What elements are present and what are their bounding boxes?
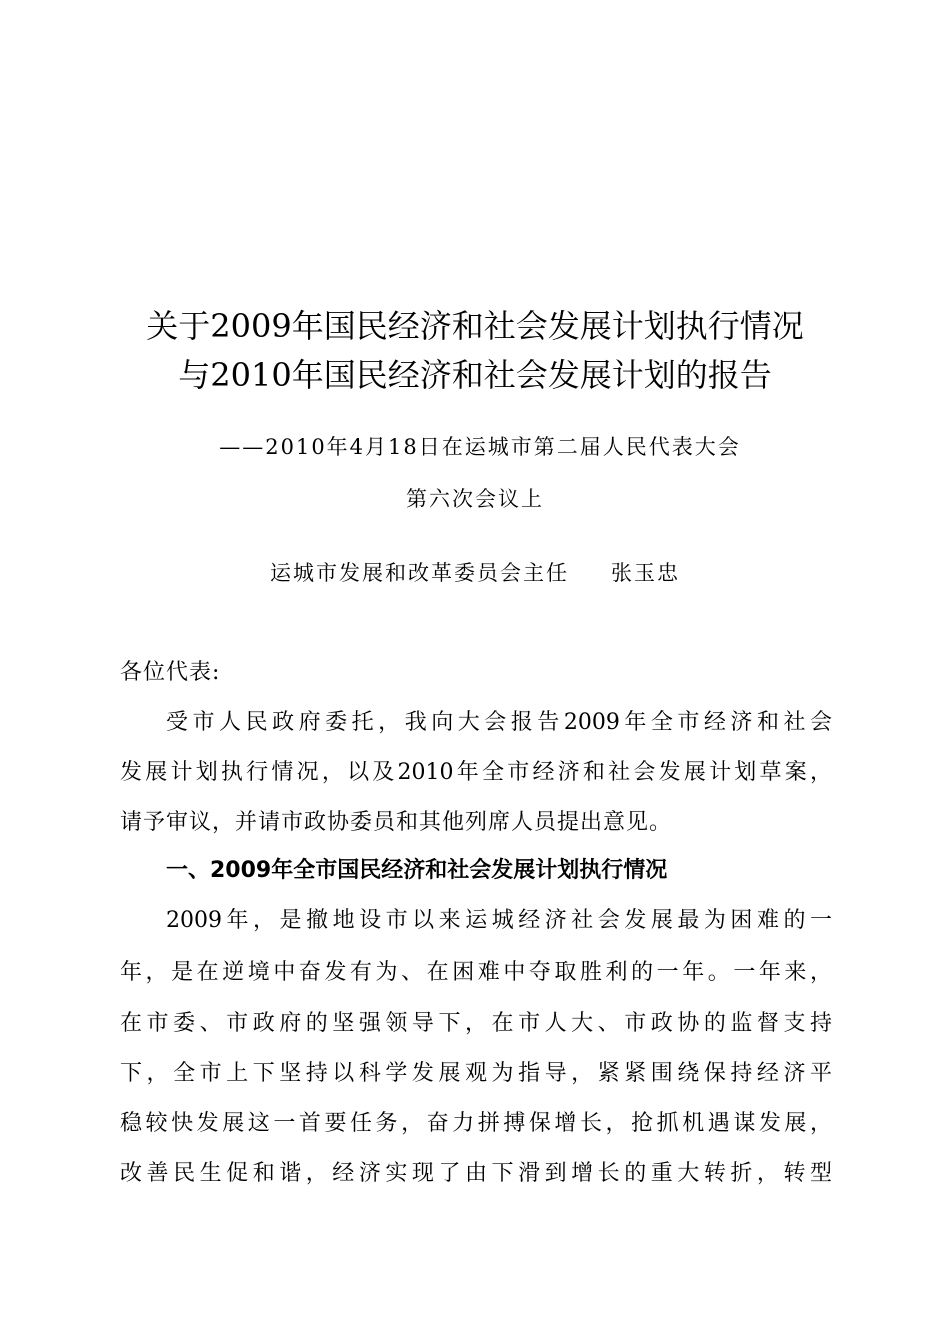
paragraph-1-line: 请予审议，并请市政协委员和其他列席人员提出意见。 bbox=[120, 810, 673, 835]
paragraph-1-line: 发展计划执行情况，以及2010年全市经济和社会发展计划草案， bbox=[120, 760, 832, 785]
author-position: 运城市发展和改革委员会主任 bbox=[270, 561, 569, 585]
section-1-heading: 一、2009年全市国民经济和社会发展计划执行情况 bbox=[166, 858, 668, 883]
salutation: 各位代表: bbox=[120, 660, 221, 685]
paragraph-2-line: 改善民生促和谐，经济实现了由下滑到增长的重大转折，转型 bbox=[120, 1161, 832, 1186]
report-title-line-1: 关于2009年国民经济和社会发展计划执行情况 bbox=[146, 307, 804, 345]
author-name: 张玉忠 bbox=[611, 561, 680, 585]
report-subtitle-line-2: 第六次会议上 bbox=[406, 487, 544, 511]
author-line bbox=[0, 558, 950, 588]
paragraph-2-line: 下，全市上下坚持以科学发展观为指导，紧紧围绕保持经济平 bbox=[120, 1061, 832, 1086]
paragraph-2-line: 2009年，是撤地设市以来运城经济社会发展最为困难的一 bbox=[166, 908, 832, 933]
paragraph-1-line: 受市人民政府委托，我向大会报告2009年全市经济和社会 bbox=[166, 710, 832, 735]
paragraph-2-line: 在市委、市政府的坚强领导下，在市人大、市政协的监督支持 bbox=[120, 1011, 832, 1036]
report-subtitle-line-1: ——2010年4月18日在运城市第二届人民代表大会 bbox=[219, 435, 741, 459]
paragraph-2-line: 年，是在逆境中奋发有为、在困难中夺取胜利的一年。一年来， bbox=[120, 960, 832, 985]
report-title-line-2: 与2010年国民经济和社会发展计划的报告 bbox=[178, 356, 772, 394]
paragraph-2-line: 稳较快发展这一首要任务，奋力拼搏保增长，抢抓机遇谋发展， bbox=[120, 1111, 832, 1136]
